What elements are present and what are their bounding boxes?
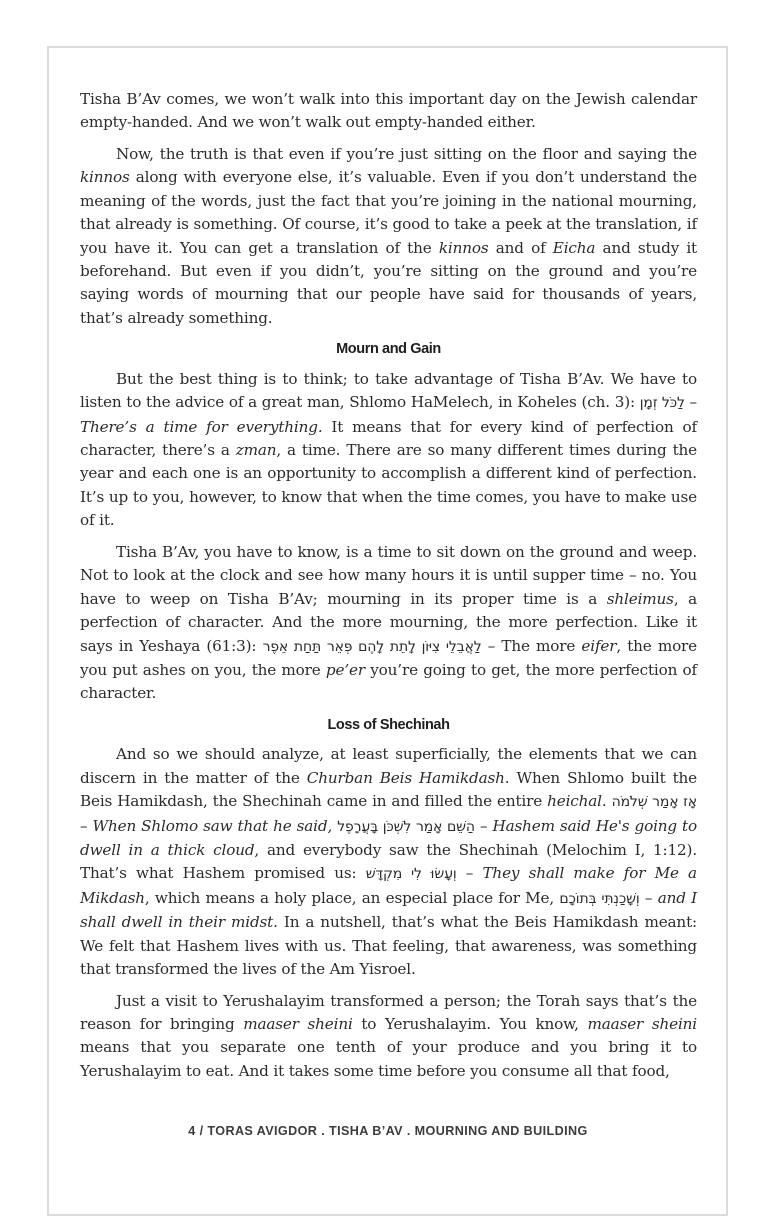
italic-term: Churban Beis Hamikdash bbox=[306, 768, 505, 787]
paragraph-text: But the best thing is to think; to take advantage of Tisha B’Av. We have to listen to the advice of a great man, Shlomo HaMelech, in Koheles (ch. 3): bbox=[80, 369, 697, 412]
paragraph-kinnos bbox=[80, 143, 697, 330]
paragraph-time-for-everything bbox=[80, 368, 697, 533]
italic-term: zman bbox=[235, 441, 277, 460]
paragraph-text: It means that for every kind of perfection of character, there’s a bbox=[80, 417, 697, 460]
paragraph-text: – bbox=[639, 888, 658, 907]
paragraph-text: – bbox=[684, 393, 698, 412]
paragraph-text: And so we should analyze, at least superficially, the elements that we can discern in the matter of the bbox=[80, 745, 697, 787]
paragraph-text: – The more bbox=[481, 636, 582, 655]
paragraph-text: and study it beforehand. But even if you didn’t, you’re sitting on the ground and you’re saying words of mourning that our people have said for thousands of years, that’s already something. bbox=[80, 238, 698, 327]
paragraph-text: , and everybody saw the Shechinah (Melochim I, 1:12). That’s what Hashem promised us: bbox=[80, 840, 697, 883]
italic-term: heichal bbox=[547, 792, 602, 811]
paragraph-text: . When Shlomo built the Beis Hamikdash, the Shechinah came in and filled the entire bbox=[80, 768, 697, 811]
section-heading-loss-of-shechinah: Loss of Shechinah bbox=[327, 716, 450, 733]
page-footer: 4 / TORAS AVIGDOR . TISHA B’AV . MOURNING AND BUILDING bbox=[188, 1124, 588, 1138]
italic-term: shleimus bbox=[606, 589, 674, 608]
italic-translation: When Shlomo saw that he said, bbox=[92, 816, 333, 835]
page-content bbox=[80, 88, 697, 1091]
hebrew-quote: וְשָׁכַנְתִּי בְּתוֹכָם bbox=[559, 890, 640, 907]
italic-translation: There’s a time for everything. bbox=[80, 417, 323, 436]
paragraph-weep bbox=[80, 541, 697, 706]
italic-translation: Hashem said He's going to dwell in a thick cloud bbox=[80, 816, 698, 859]
hebrew-quote: לַכֹּל זְמָן bbox=[639, 395, 685, 412]
paragraph-continuation bbox=[80, 88, 697, 135]
paragraph-text: Now, the truth is that even if you’re just sitting on the floor and saying the bbox=[116, 145, 697, 163]
section-heading-mourn-and-gain: Mourn and Gain bbox=[336, 341, 441, 358]
paragraph-text: , a perfection of character. And the more mourning, the more perfection. Like it says in Yeshaya (61:3): bbox=[80, 589, 698, 655]
paragraph-text: In a nutshell, that’s what the Beis Hamikdash meant: We felt that Hashem lives with us. That feeling, that awareness, was something that transformed the lives of the Am Yisroel. bbox=[80, 913, 697, 978]
paragraph-shechinah bbox=[80, 743, 697, 981]
paragraph-yerushalayim bbox=[80, 990, 697, 1084]
italic-translation: They shall make for Me a Mikdash bbox=[80, 864, 697, 907]
italic-translation: and I shall dwell in their midst. bbox=[80, 888, 697, 932]
paragraph-text: means that you separate one tenth of your produce and you bring it to Yerushalayim to eat. And it takes some time before you consume all that food, bbox=[80, 1038, 697, 1080]
italic-term: eifer bbox=[581, 636, 617, 655]
italic-term: maaser sheini bbox=[587, 1014, 697, 1033]
italic-term: kinnos bbox=[80, 168, 130, 187]
hebrew-quote: וְעָשׂוּ לִי מִקְדָּשׁ bbox=[365, 866, 457, 883]
italic-term: kinnos bbox=[438, 238, 489, 257]
paragraph-text: , a time. There are so many different times during the year and each one is an opportunity to accomplish a different kind of perfection. It’s up to you, however, to know that when the time comes, you have to make use of it. bbox=[80, 441, 697, 530]
paragraph-text: you’re going to get, the more perfection of character. bbox=[80, 660, 697, 703]
paragraph-text: . bbox=[601, 792, 612, 811]
italic-term: Eicha bbox=[552, 238, 596, 257]
paragraph-text: Just a visit to Yerushalayim transformed a person; the Torah says that’s the reason for bringing bbox=[80, 991, 697, 1033]
italic-term: pe’er bbox=[325, 660, 365, 679]
paragraph-text: , which means a holy place, an especial place for Me, bbox=[144, 888, 560, 907]
paragraph-text: Tisha B’Av, you have to know, is a time to sit down on the ground and weep. Not to look at the clock and see how many hours it is until supper time – no. You have to weep on Tisha B’Av; mourning in its proper time is a bbox=[80, 542, 697, 608]
paragraph-text: and of bbox=[488, 238, 553, 257]
paragraph-text: to Yerushalayim. You know, bbox=[352, 1014, 588, 1033]
paragraph-text: Tisha B’Av comes, we won’t walk into this important day on the Jewish calendar empty-handed. And we won’t walk out empty-handed either. bbox=[80, 90, 697, 132]
paragraph-text: along with everyone else, it’s valuable. Even if you don’t understand the meaning of the words, just the fact that you’re joining in the national mourning, that already is something. Of course, it’s good to take a peek at the translation, if you have it. You can get a translation of the bbox=[80, 168, 697, 257]
hebrew-quote: לַאֲבֵלֵי צִיּוֹן לָתֵת לָהֶם פְּאֵר תַּחַת אֵפֶר bbox=[262, 638, 482, 655]
paragraph-text: – bbox=[80, 816, 93, 835]
paragraph-text: – bbox=[474, 816, 493, 835]
hebrew-quote: הַשֵּׁם אָמַר לִשְׁכֹּן בָּעֲרָפֶל bbox=[337, 818, 475, 835]
hebrew-quote: אָז אָמַר שְׁלֹמֹה bbox=[611, 794, 698, 811]
paragraph-text: – bbox=[456, 864, 483, 883]
italic-term: maaser sheini bbox=[243, 1014, 353, 1033]
paragraph-text: , the more you put ashes on you, the more bbox=[80, 636, 698, 679]
